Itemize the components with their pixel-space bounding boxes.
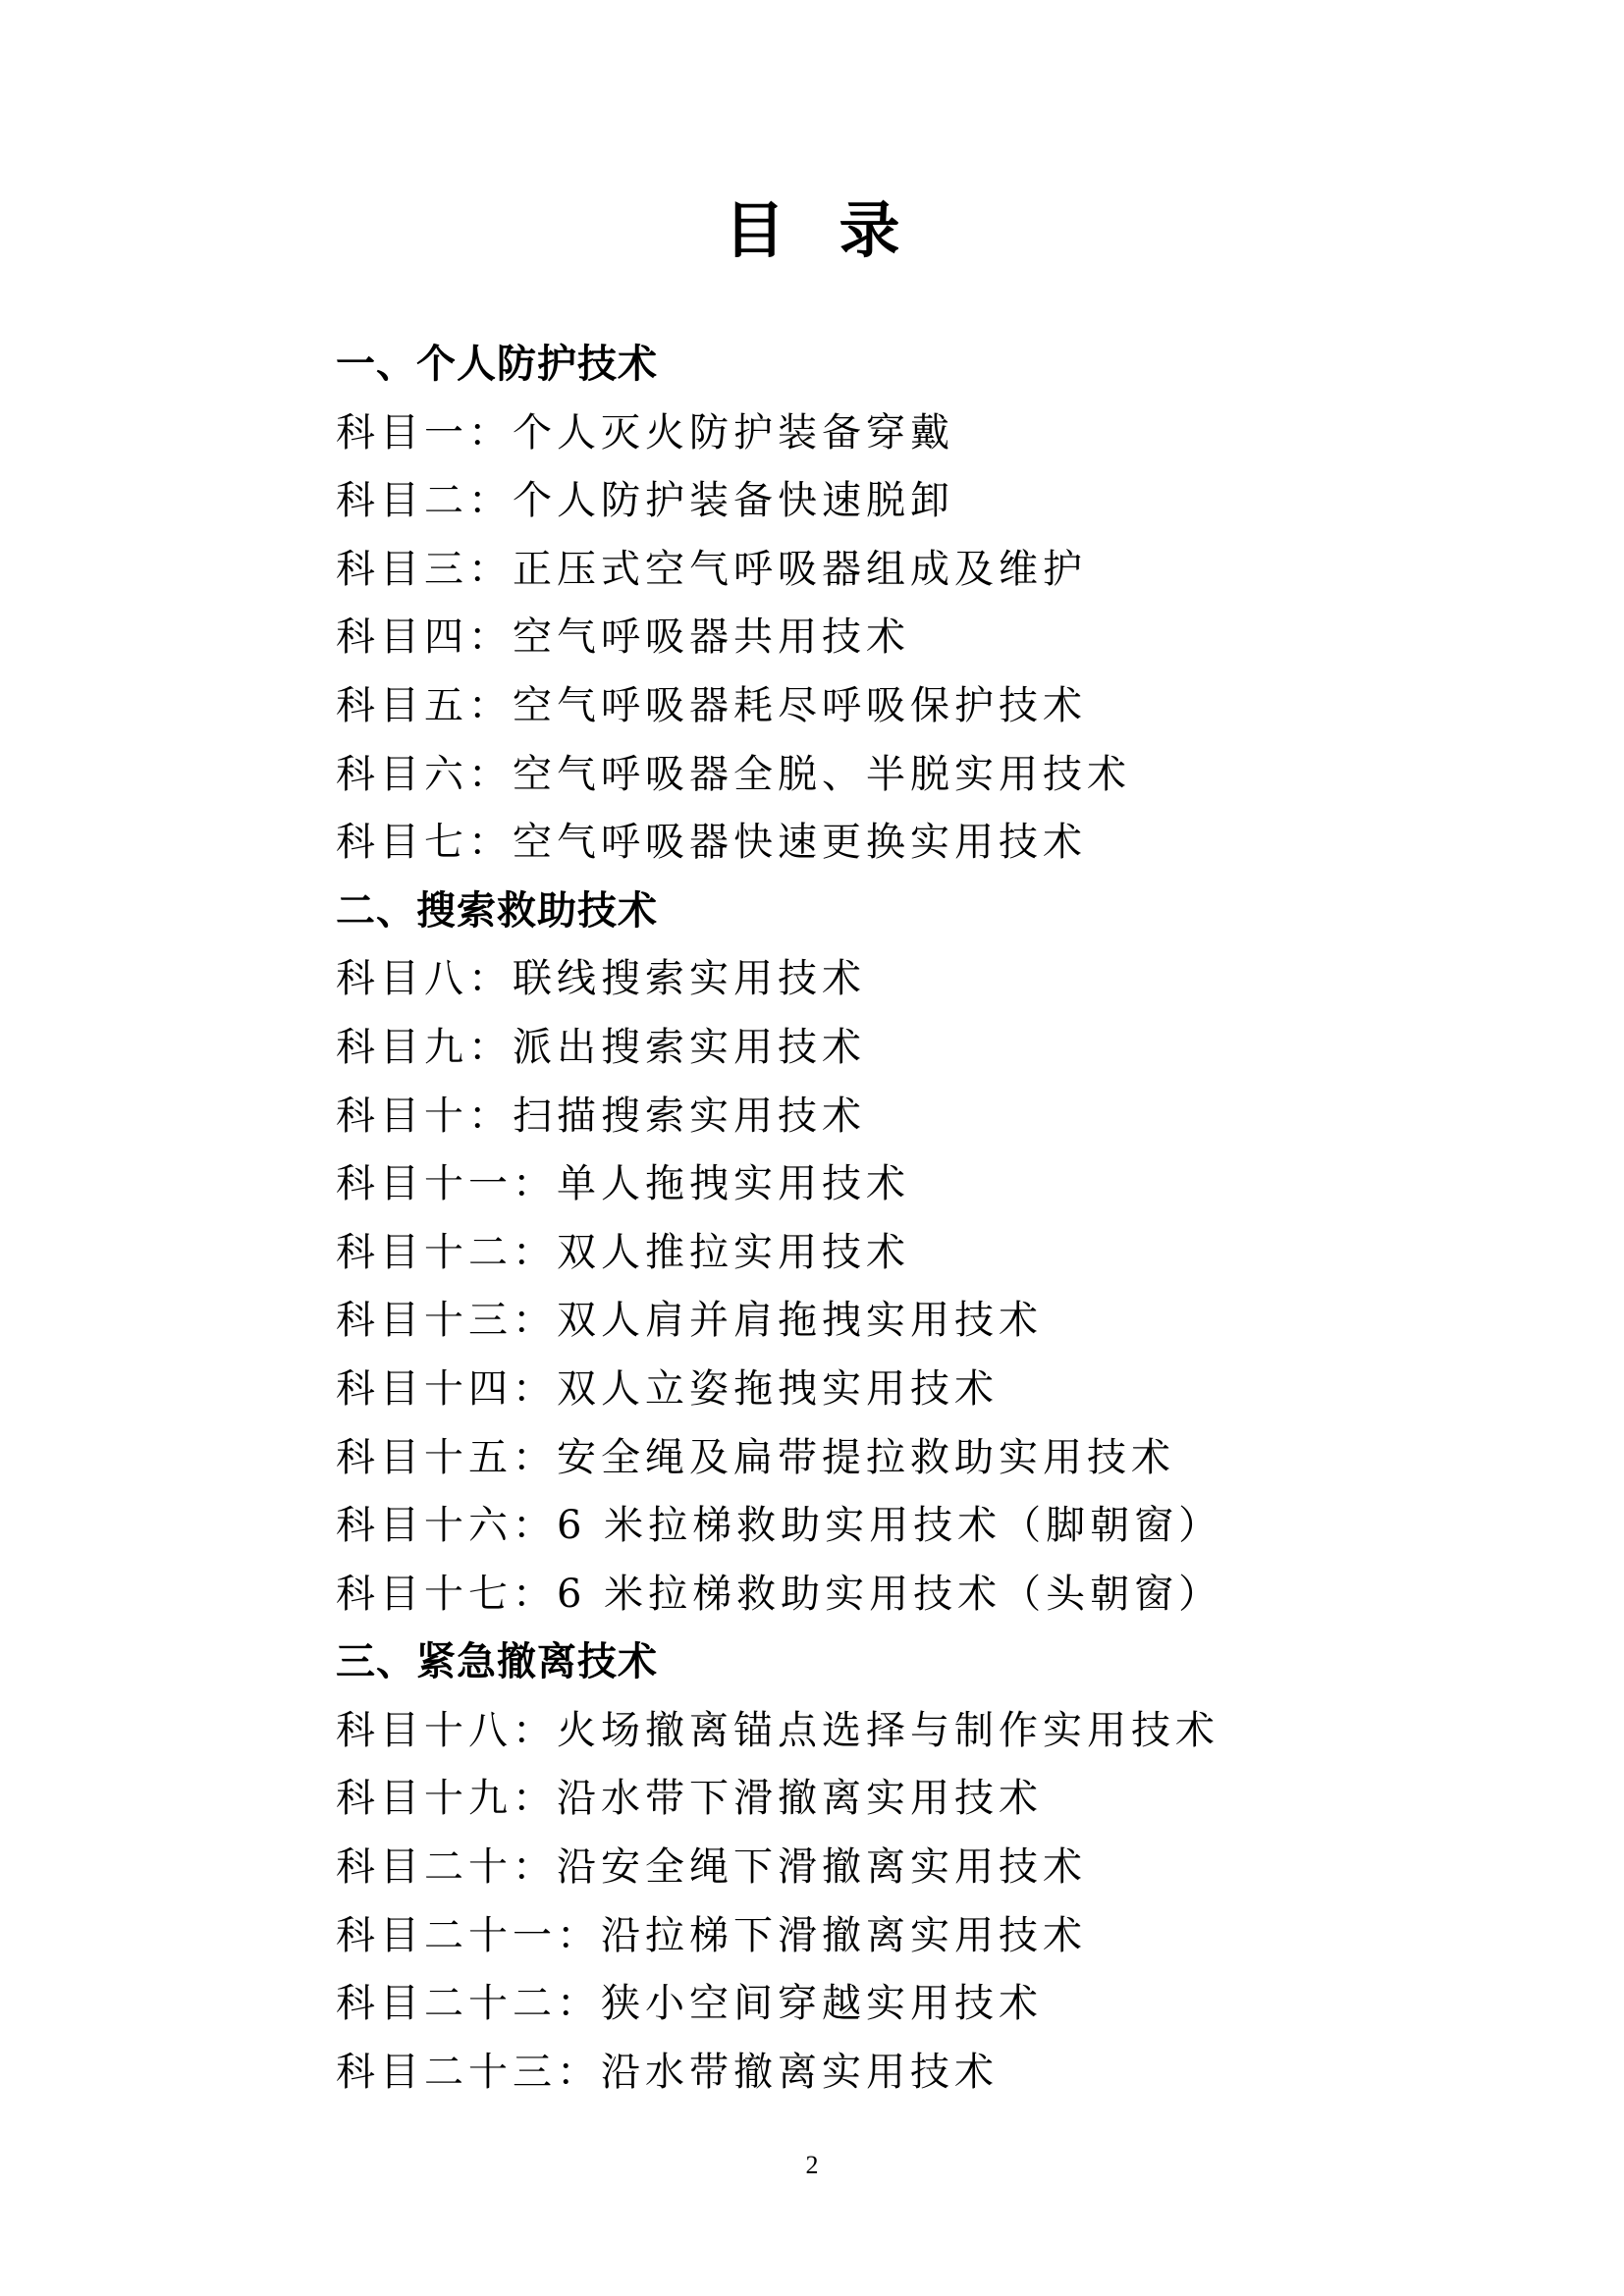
toc-item: 科目十三：双人肩并肩拖拽实用技术 (336, 1298, 1043, 1344)
toc-item: 科目十二：双人推拉实用技术 (336, 1229, 910, 1275)
toc-item: 科目十八：火场撤离锚点选择与制作实用技术 (336, 1707, 1219, 1753)
section-heading-personal-protection: 一、个人防护技术 (336, 342, 658, 387)
toc-item: 科目三：正压式空气呼吸器组成及维护 (336, 546, 1087, 592)
table-of-contents (336, 331, 1327, 2107)
toc-item: 科目二：个人防护装备快速脱卸 (336, 478, 954, 524)
toc-item: 科目四：空气呼吸器共用技术 (336, 614, 910, 661)
toc-item: 科目十七：6 米拉梯救助实用技术（头朝窗） (336, 1571, 1223, 1617)
toc-item: 科目二十二：狭小空间穿越实用技术 (336, 1981, 1043, 2027)
toc-item: 科目十四：双人立姿拖拽实用技术 (336, 1365, 999, 1412)
page-number: 2 (805, 2151, 819, 2179)
toc-item: 科目一：个人灭火防护装备穿戴 (336, 409, 954, 455)
toc-item: 科目六：空气呼吸器全脱、半脱实用技术 (336, 751, 1131, 797)
toc-item: 科目十一：单人拖拽实用技术 (336, 1161, 910, 1207)
toc-item: 科目二十一：沿拉梯下滑撤离实用技术 (336, 1912, 1087, 1958)
section-heading-search-rescue: 二、搜索救助技术 (336, 887, 658, 934)
toc-item: 科目九：派出搜索实用技术 (336, 1024, 866, 1070)
toc-item: 科目五：空气呼吸器耗尽呼吸保护技术 (336, 682, 1087, 728)
toc-item: 科目二十三：沿水带撤离实用技术 (336, 2049, 999, 2095)
toc-item: 科目十六：6 米拉梯救助实用技术（脚朝窗） (336, 1503, 1223, 1549)
toc-item: 科目二十：沿安全绳下滑撤离实用技术 (336, 1844, 1087, 1891)
section-heading-emergency-evacuation: 三、紧急撤离技术 (336, 1639, 658, 1685)
toc-item: 科目十九：沿水带下滑撤离实用技术 (336, 1776, 1043, 1822)
toc-item: 科目七：空气呼吸器快速更换实用技术 (336, 820, 1087, 866)
toc-item: 科目十五：安全绳及扁带提拉救助实用技术 (336, 1434, 1175, 1480)
page-title: 目录 (724, 194, 954, 266)
toc-item: 科目十：扫描搜索实用技术 (336, 1093, 866, 1139)
toc-item: 科目八：联线搜索实用技术 (336, 956, 866, 1002)
